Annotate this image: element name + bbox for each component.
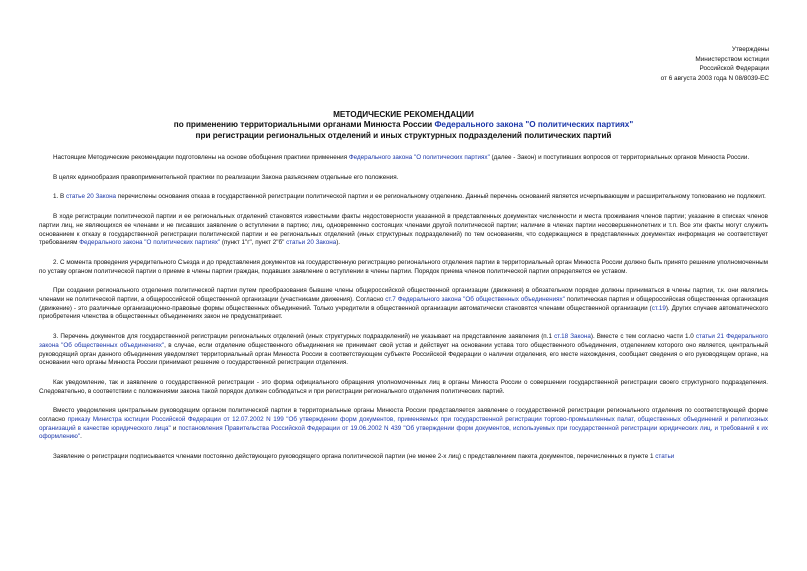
article-link[interactable]: ст.18 Закона (554, 333, 591, 341)
title-line-3: при регистрации региональных отделений и иных структурных подразделений политических партий (195, 130, 612, 140)
approval-line: Российской Федерации (699, 65, 769, 73)
paragraph: 3. Перечень документов для государственной регистрации региональных отделений (иных структурных подразделений) не указывает на представление заявления (п.1 ст.18 Закона). Вместе с тем согласно части 1.0 статьи 21 Федерального закона "Об общественных объединениях", в случае, если отделение общественного объединения не принимает свой устав и действует на основании устава того общественного объединения, отделением которого оно является, центральный руководящий орган данного объединения уведомляет территориальный орган Минюста России в соответствующем субъекте Российской Федерации о наличии отделения, его месте нахождения, сообщает сведения о его руководящем органе, на основании чего органы Минюста России принимают решение о государственной регистрации отделения. (39, 333, 769, 367)
paragraph: Настоящие Методические рекомендации подготовлены на основе обобщения практики применения Федерального закона "О политических партиях" (далее - Закон) и поступивших вопросов от территориальных органов Минюста России. (53, 154, 750, 161)
law-link[interactable]: Федерального закона "О политических партиях" (434, 120, 634, 130)
paragraph: Вместо уведомления центральным руководящим органом политической партии в территориальные органы Минюста России представляется заявление о государственной регистрации регионального отделения по соответствующей форме согласно приказу Министра юстиции Российской Федерации от 12.07.2002 N 199 "Об утверждении форм документов, применяемых при государственной регистрации торгово-промышленных палат, общественных объединений и религиозных организаций в качестве юридического лица" и постановления Правительства Российской Федерации от 19.06.2002 N 439 "Об утверждении форм документов, используемых при государственной регистрации юридических лиц, и требований к их оформлению". (39, 407, 769, 441)
document-body (39, 154, 768, 462)
law-link[interactable]: статьи 21 Федерального закона "Об общественных объединениях" (39, 333, 769, 349)
law-link[interactable]: Федерального закона "О политических партиях" (348, 154, 490, 161)
approval-line: Утверждены (731, 46, 769, 53)
document-title (0, 110, 807, 141)
approval-line: от 6 августа 2003 года N 08/8039-ЕС (660, 75, 769, 83)
law-link[interactable]: Федерального закона "О политических партиях" (79, 239, 221, 247)
approval-line: Министерством юстиции (695, 55, 769, 63)
paragraph: В ходе регистрации политической партии и ее региональных отделений становятся известными факты недостоверности указанной в представленных документах численности и места проживания членов партии; указание в списках членов партии лиц, не являющихся ее членами и не писавших заявление о вступлении в партию; лиц, одновременно состоящих членами другой политической партии; наличие в членах партии несовершеннолетних и т.п. Все эти факты могут служить основанием к отказу в государственной регистрации политической партии и ее региональных отделений (иных структурных подразделений) по тем основаниям, что содержащиеся в представленных документах информация не соответствует требованиям Федерального закона "О политических партиях" (пункт 1"г", пункт 2"б" статьи 20 Закона). (39, 213, 768, 247)
approval-block (661, 45, 769, 84)
paragraph: Заявление о регистрации подписывается членами постоянно действующего руководящего органа политической партии (не менее 2-х лиц) с представлением пакета документов, перечисленных в пункте 1 статьи (53, 453, 675, 461)
paragraph: 1. В статье 20 Закона перечислены основания отказа в государственной регистрации политической партии и ее региональному отделению. Данный перечень оснований является исчерпывающим и расширительному толкованию не подлежит. (53, 193, 766, 201)
paragraph: Как уведомление, так и заявление о государственной регистрации - это форма официального обращения уполномоченных лиц в органы Минюста России о совершении государственной регистрации своего структурного подразделения. Следовательно, в соответствии с положениями закона такой порядок должен соблюдаться и при регистрации регионального отделения политических партий. (39, 378, 768, 395)
article-link[interactable]: статье 20 Закона (65, 193, 117, 201)
order-link[interactable]: приказу Министра юстиции Российской Федерации от 12.07.2002 N 199 "Об утверждении форм документов, применяемых при государственной регистрации торгово-промышленных палат, общественных объединений и религиозных организаций в качестве юридического лица" (39, 416, 769, 432)
article-link[interactable]: статьи 20 Закона (286, 239, 337, 247)
article-link[interactable]: ст.19 (651, 304, 666, 312)
article-link[interactable]: статьи (655, 453, 675, 461)
law-link[interactable]: ст.7 Федерального закона "Об общественных объединениях" (385, 296, 565, 304)
paragraph: В целях единообразия правоприменительной практики по реализации Закона разъясняем отдельные его положения. (53, 173, 399, 181)
paragraph: При создании регионального отделения политической партии путем преобразования бывшие члены общероссийской общественной организации (движения) в обязательном порядке должны приниматься в члены партии, т.к. они являлись членами не политической партии, а общероссийской общественной организации (участниками движения). Согласно ст.7 Федерального закона "Об общественных объединениях" политическая партия и общероссийская общественная организация (движение) - это различные организационно-правовые формы общественных объединений. Только учредители в общественной организации автоматически становятся членами общественной организации (ст.19). Других случаев автоматического приобретения членства в общественных объединениях закон не предусматривает. (39, 287, 768, 321)
title-line-1: МЕТОДИЧЕСКИЕ РЕКОМЕНДАЦИИ (333, 110, 474, 119)
paragraph: 2. С момента проведения учредительного Съезда и до представления документов на государственную регистрацию регионального отделения партии в территориальный орган Минюста России должно быть принято решение уполномоченным по уставу органом политической партии о приеме в члены партии граждан, подавших заявление о вступлении в члены партии. Порядок приема членов политической партии определяется ее уставом. (39, 258, 768, 275)
resolution-link[interactable]: постановления Правительства Российской Федерации от 19.06.2002 N 439 "Об утверждении форм документов, используемых при государственной регистрации юридических лиц, и требований к их оформлению" (39, 424, 768, 441)
title-line-2: по применению территориальными органами Минюста России Федерального закона "О политических партиях" (173, 120, 634, 130)
